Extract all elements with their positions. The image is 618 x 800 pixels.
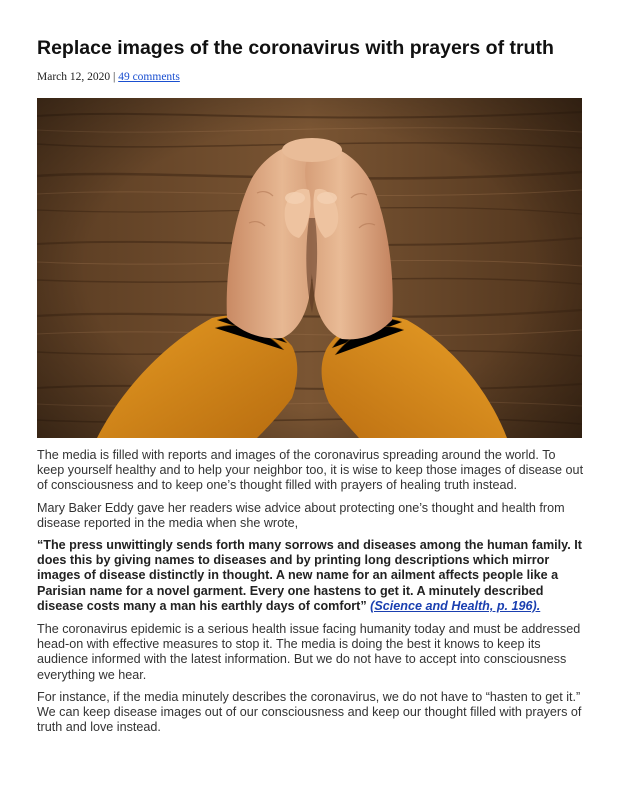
- block-quote: [37, 538, 585, 614]
- article-title: Replace images of the coronavirus with prayers of truth: [37, 37, 554, 59]
- citation-link[interactable]: (Science and Health, p. 196).: [370, 598, 541, 613]
- paragraph-1: The media is filled with reports and images of the coronavirus spreading around the world. To keep yourself healthy and to help your neighbor too, it is wise to keep those images of disease out of consciousness and to keep one’s thought filled with prayers of healing truth instead.: [37, 448, 584, 493]
- meta-separator: |: [110, 71, 119, 83]
- praying-hands-illustration: [37, 98, 582, 438]
- paragraph-4: For instance, if the media minutely describes the coronavirus, we do not have to “hasten to get it.” We can keep disease images out of our consciousness and keep our thought filled with prayers of truth and love instead.: [37, 689, 582, 735]
- comments-link[interactable]: 49 comments: [118, 71, 180, 83]
- quote-text: “The press unwittingly sends forth many sorrows and diseases among the human family. It does this by giving names to diseases and by printing long descriptions which mirror images of disease distinctly in thought. A new name for an ailment affects people like a Parisian name for a novel garment. Every one hastens to get it. A minutely described disease costs many a man his earthly days of comfort”: [37, 538, 582, 613]
- fingertips: [282, 138, 342, 162]
- paragraph-3: The coronavirus epidemic is a serious health issue facing humanity today and must be addressed head-on with effective measures to stop it. The media is doing the best it knows to keep its audience informed with the latest information. But we do not have to accept into consciousness everything we hear.: [37, 622, 581, 682]
- article-date: March 12, 2020: [37, 71, 111, 83]
- article-body: [37, 448, 585, 742]
- hero-image: [37, 98, 582, 438]
- article-meta: [37, 71, 180, 83]
- paragraph-2: Mary Baker Eddy gave her readers wise advice about protecting one’s thought and health from disease reported in the media when she wrote,: [37, 500, 565, 530]
